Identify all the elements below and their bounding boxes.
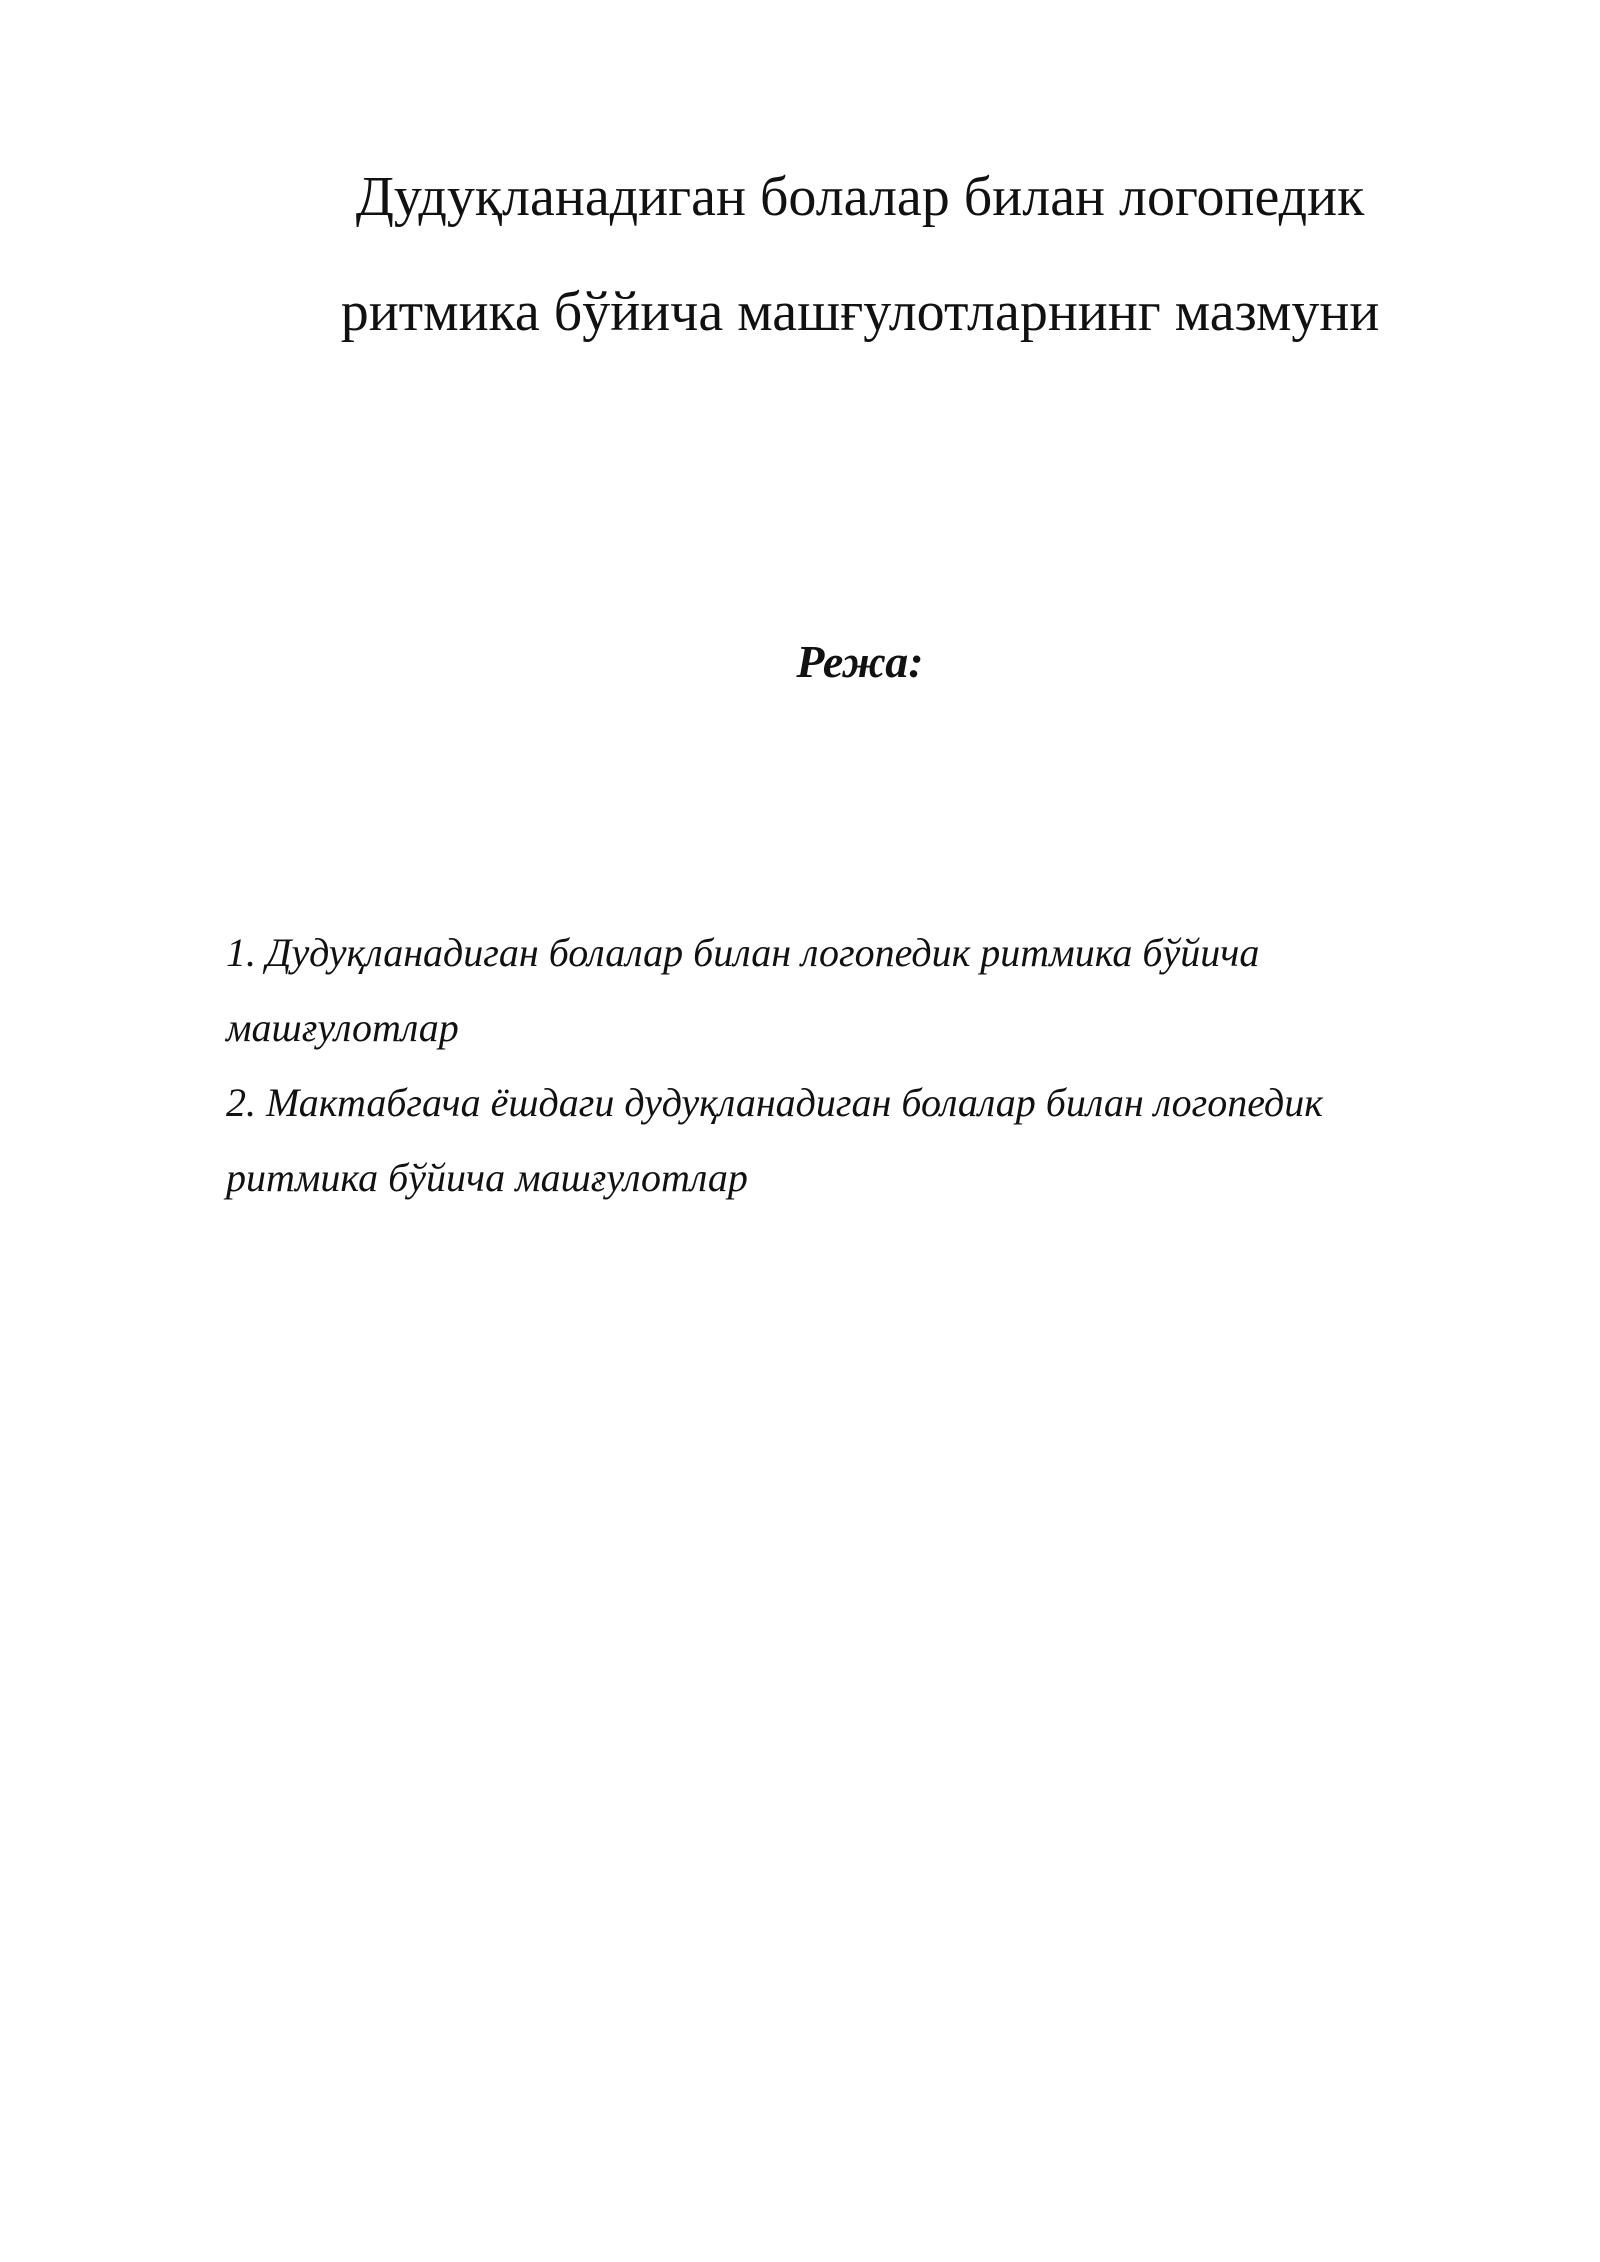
plan-item-number: 1. bbox=[226, 930, 256, 975]
plan-list bbox=[226, 915, 1486, 1215]
plan-item-text-continued: машғулотлар bbox=[226, 1005, 459, 1050]
title-line-1: Дудуқланадиган болалар билан логопедик bbox=[355, 166, 1365, 228]
plan-item-text-continued: ритмика бўйича машғулотлар bbox=[226, 1155, 748, 1200]
title-line-2: ритмика бўйича машғулотларнинг мазмуни bbox=[340, 281, 1380, 343]
plan-item-1 bbox=[226, 915, 1486, 1065]
plan-item-text: Дудуқланадиган болалар билан логопедик ритмика бўйича bbox=[266, 930, 1260, 975]
plan-item-2 bbox=[226, 1065, 1486, 1215]
plan-item-text: Мактабгача ёшдаги дудуқланадиган болалар билан логопедик bbox=[266, 1080, 1323, 1125]
document-title bbox=[280, 140, 1440, 370]
plan-heading: Режа: bbox=[796, 636, 924, 687]
plan-item-number: 2. bbox=[226, 1080, 256, 1125]
